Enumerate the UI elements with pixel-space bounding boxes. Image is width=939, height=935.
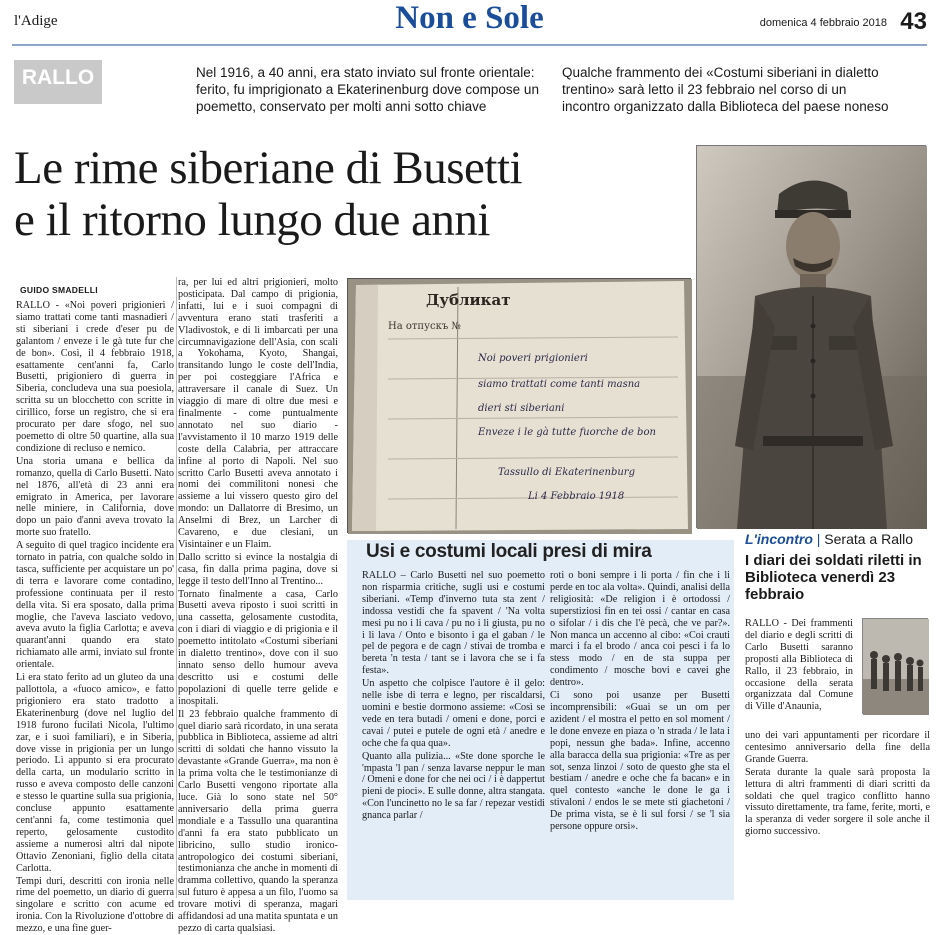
box-column-1 (362, 570, 545, 896)
box-paragraph: roti o boni sempre i li porta / fin che i li perde en toc ala volta». Quindi, analisi della religiosità: «De religion i è ortodossi / superstiziosi fin en tei ossi / cantar en casa o sifolar / i dis che l'è pecà, che ve par?». Non manca un accenno al cibo: «Coi crauti marci i fa el brodo / anca coi pesci i fa lo stess modo / en de sta suppa per condimento / mosche bovi e cavei ghe dentro». (550, 570, 730, 689)
box-title: Usi e costumi locali presi di mira (366, 541, 651, 563)
page-number: 43 (900, 8, 927, 36)
box-paragraph: Un aspetto che colpisce l'autore è il gelo: nelle isbe di terra e legno, per riscaldarsi, uomini e bestie dormono assieme: «Così se vede en tera butadi / omeni e done, porci e cavai / putei e putele de ogni età / anedre e oche che fa qua qua». (362, 678, 545, 749)
section-title: Non e Sole (0, 0, 939, 37)
article-paragraph: Tornato finalmente a casa, Carlo Busetti aveva riposto i suoi scritti in una cassetta, gelosamente custodita, con i diari di viaggio e di prigionia e il poemetto intitolato «Costumi siberiani in dialetto trentino», dove con il suo innato senso dello humour aveva descritto usi e costumi delle popolazioni di quelle terre gelide e inospitali. (178, 589, 338, 708)
byline: GUIDO SMADELLI (20, 285, 98, 295)
event-text-top: RALLO - Dei frammenti del diario e degli scritti di Carlo Busetti saranno proposti alla Biblioteca di Rallo, il 23 febbraio, in occasione della serata organizzata dal Comune di Ville d'Anaunia, (745, 618, 853, 730)
event-tag-label: L'incontro (745, 531, 813, 547)
article-column-2 (178, 277, 338, 898)
event-tag-separator: | (817, 531, 821, 547)
doc-handwritten-line: Tassullo di Ekaterinenburg (498, 467, 635, 478)
doc-printed-header: Дубликат (426, 291, 511, 309)
event-paragraph: uno dei vari appuntamenti per ricordare il centesimo anniversario della fine della Grande Guerra. (745, 730, 930, 766)
box-column-2 (550, 570, 730, 896)
page-date: domenica 4 febbraio 2018 (760, 17, 887, 29)
location-tag: RALLO (14, 66, 102, 90)
soldier-photo-illustration (697, 146, 927, 529)
event-tag-rest: Serata a Rallo (824, 531, 913, 547)
event-paragraph: Serata durante la quale sarà proposta la lettura di altri frammenti di diari scritti da soldati che quel tragico conflitto hanno vissuto direttamente, tra fame, ferite, morti, e la speranza di veder sorgere il sole anche il giorno successivo. (745, 767, 930, 838)
column-divider (176, 277, 177, 898)
article-paragraph: RALLO - «Noi poveri prigionieri / siamo trattati come tanti masnadieri / sti siberiani i crede d'eser pu de galantom / enveze i le gà tute fur che de bon». Così, il 4 febbraio 1918, esattamente cent'anni fa, Carlo Busetti, prigioniero di guerra in Siberia, concludeva una sua poesiola, scritta su un blocchetto con scritte in cirillico, forse un registro, che si era procurato per dare sfogo, nel suo poemetto di oltre 50 quartine, alla sua condizione di recluso e nemico. (16, 300, 174, 455)
article-paragraph: ra, per lui ed altri prigionieri, molto posticipata. Dal campo di prigionia, infatti, lui e i suoi compagni di avventura erano stati trasferiti a Vladivostok, e di lì imbarcati per una circumnavigazione dell'Asia, con scali a Yokohama, Kyoto, Shangai, transitando lungo le coste dell'India, per poi costeggiare l'Africa e attraversare il canale di Suez. Un viaggio di mare di oltre due mesi e finalmente - come puntualmente annotato nel suo diario - l'avvistamento il 10 marzo 1919 delle coste della Calabria, per attraccare infine al porto di Napoli. Nel suo scritto Carlo Busetti aveva annotato i nomi dei commilitoni nonesi che assieme a lui vissero questo giro del mondo: un Dallatorre di Bresimo, un Anselmi di Brez, un Larcher di Cavareno, e due clesiani, un Visintainer e un Flaim. (178, 277, 338, 551)
event-tag (745, 531, 913, 547)
event-text-bottom (745, 730, 930, 900)
article-paragraph: Dallo scritto si evince la nostalgia di casa, fin dalla prima pagina, dove si legge il testo dell'Inno al Trentino... (178, 552, 338, 588)
doc-printed-line: На отпускъ № (388, 321, 461, 332)
box-paragraph: Quanto alla pulizia... «Ste done sporche le 'mpasta 'l pan / senza lavarse neppur le man / Omeni e done for che nei oci / i è dappertut pieni de pioci». E sulle donne, altra stangata. «Con l'uncinetto no le sa far / repezar vestidi gnanca parlar / (362, 751, 545, 822)
diary-document-illustration (348, 279, 692, 534)
soldier-photo (696, 145, 926, 528)
headline-line-2: e il ritorno lungo due anni (14, 194, 694, 246)
diary-document-photo (347, 278, 691, 533)
article-paragraph: Lì era stato ferito ad un gluteo da una pallottola, a «fuoco amico», e fatto prigioniero era stato tradotto a Ekaterinenburg (dove nel luglio del 1918 furono fucilati Nicola, l'ultimo zar, e i suoi familiari), e in Siberia, dove visse in prigionia per un lungo periodo. Lì appunto si era procurato della carta, un modulario scritto in russo e aveva composto delle canzoni e stesso le quartine sulla sua prigionia, concluse appunto esattamente cent'anni fa, come testimonia quel reperto, gelosamente custodito assieme a numerosi altri dal nipote Ottavio Zenoniani, figlio della citata Carlotta. (16, 672, 174, 874)
article-paragraph: Il 23 febbraio qualche frammento di quel diario sarà ricordato, in una serata pubblica in Biblioteca, assieme ad altri scritti di soldati che hanno vissuto la devastante «Grande Guerra», ma non è la prima volta che le testimonianze di Carlo Busetti vengono riportate alla luce. Già lo sono state nel 50° anniversario della prima guerra mondiale e a Tassullo una quarantina d'anni fa era stato pubblicato un libricino, sullo studio ironico-antropologico dei costumi siberiani, testimonianza che anche in momenti di dramma collettivo, quando la speranza sul futuro è appesa a un filo, l'uomo sa trovare motivi di speranza, magari affidandosi ad una matita spuntata e un pezzo di carta qualsiasi. (178, 709, 338, 935)
doc-handwritten-line: siamo trattati come tanti masna (478, 379, 640, 390)
box-paragraph: Ci sono poi usanze per Busetti incomprensibili: «Guai se un om per azident / el mostra el petto en sol moment / le done enveze en piaza o 'n strada / le lata i popi, nessun ghe bada». Infine, accenno alla baracca della sua prigionia: «Tre as per sot, senza linzoi / soto de questo ghe sta el bestiam / anedre e oche che fa bacan» e in quel contesto «anche le done le ga i stivaloni / endos le se mete sti giachetoni / De prima vista, se è li sul forsi / se 'l sia persone oppure orsi». (550, 690, 730, 833)
event-title: I diari dei soldati riletti in Biblioteca venerdì 23 febbraio (745, 552, 930, 603)
paper-name: l'Adige (14, 13, 58, 30)
kicker-left: Nel 1916, a 40 anni, era stato inviato sul fronte orientale: ferito, fu imprigionato a Ekaterinenburg dove compose un poemetto, conservato per molti anni sotto chiave (196, 64, 548, 115)
soldiers-marching-illustration (863, 619, 929, 715)
kicker-right: Qualche frammento dei «Costumi siberiani in dialetto trentino» sarà letto il 23 febbraio nel corso di un incontro organizzato dalla Biblioteca del paese noneso (562, 64, 892, 115)
article-paragraph: Tempi duri, descritti con ironia nelle rime del poemetto, un diario di guerra singolare e scritto con acume ed ironia. Con la Rivoluzione d'ottobre di mezzo, e una fine guer- (16, 876, 174, 935)
box-paragraph: RALLO – Carlo Busetti nel suo poemetto non risparmia critiche, sugli usi e costumi siberiani. «Temp d'inverno tuta sta zent / indossa vestidi che fa spavent / 'Na volta mesi pu no i li cava / pu no i li giusta, pu no i li lava / Onto e bisonto i ga el gaban / le pel de pegora e de cagn / stivai de tromba e bereta 'n testa / tant se i lavora che se i fa festa». (362, 570, 545, 677)
doc-handwritten-line: Noi poveri prigionieri (477, 353, 588, 364)
headline-line-1: Le rime siberiane di Busetti (14, 142, 694, 194)
doc-handwritten-line: dieri sti siberiani (478, 403, 564, 414)
headline (14, 142, 694, 246)
article-column-1 (16, 300, 174, 898)
doc-handwritten-line: Enveze i le gà tutte fuorche de bon (477, 427, 656, 438)
soldiers-marching-photo (862, 618, 928, 714)
doc-handwritten-line: Li 4 Febbraio 1918 (527, 491, 624, 502)
header-divider (12, 44, 927, 46)
article-paragraph: A seguito di quel tragico incidente era tornato in patria, con qualche soldo in tasca, sufficiente per acquistare un po' di terra e lavorare come contadino, professione continuata per il resto della vita. Si era sposato, dalla prima moglie, che l'aveva lasciato vedovo, aveva avuto la figlia Carlotta; e aveva quarant'anni quando era stato richiamato alle armi, inviato sul fronte orientale. (16, 540, 174, 671)
article-paragraph: Una storia umana e bellica da romanzo, quella di Carlo Busetti. Nato nel 1876, all'età di 23 anni era emigrato in America, per lavorare nelle miniere, in California, dove dopo un paio d'anni aveva trovato la morte suo fratello. (16, 456, 174, 539)
